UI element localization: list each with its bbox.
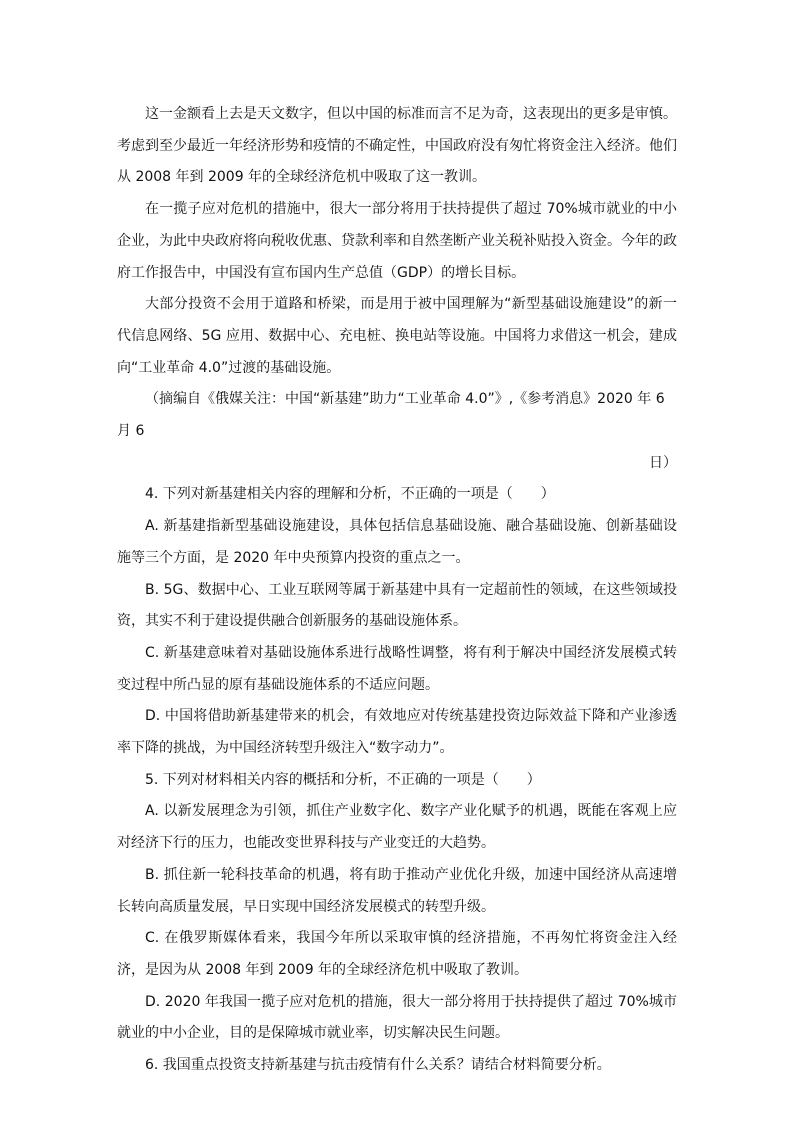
passage-paragraph: 在一揽子应对危机的措施中，很大一部分将用于扶持提供了超过 70%城市就业的中小企业，为此中央政府将向税收优惠、贷款利率和自然垄断产业关税补贴投入资金。今年的政府工作报告中，中国没有宣布国内生产总值（GDP）的增长目标。 xyxy=(117,201,677,281)
source-citation-main: （摘编自《俄媒关注：中国“新基建”助力“工业革命 4.0”》,《参考消息》2020 年 6 月 6 xyxy=(117,391,665,440)
question-option: C. 在俄罗斯媒体看来，我国今年所以采取审慎的经济措施，不再匆忙将资金注入经济，是因为从 2008 年到 2009 年的全球经济危机中吸取了教训。 xyxy=(117,930,677,978)
question-option: B. 5G、数据中心、工业互联网等属于新基建中具有一定超前性的领域，在这些领域投资，其实不利于建设提供融合创新服务的基础设施体系。 xyxy=(117,581,677,630)
source-citation-end: 日） xyxy=(649,454,677,471)
passage-paragraph: 这一金额看上去是天文数字，但以中国的标准而言不足为奇，这表现出的更多是审慎。考虑到至少最近一年经济形势和疫情的不确定性，中国政府没有匆忙将资金注入经济。他们从 2008 年到 2009 年的全球经济危机中吸取了这一教训。 xyxy=(117,106,677,186)
question-stem: 6. 我国重点投资支持新基建与抗击疫情有什么关系？请结合材料简要分析。 xyxy=(145,1057,611,1074)
question-option: A. 新基建指新型基础设施建设，具体包括信息基础设施、融合基础设施、创新基础设施等三个方面，是 2020 年中央预算内投资的重点之一。 xyxy=(117,518,677,566)
document-page xyxy=(117,99,677,1082)
question-option: C. 新基建意味着对基础设施体系进行战略性调整，将有利于解决中国经济发展模式转变过程中所凸显的原有基础设施体系的不适应问题。 xyxy=(117,644,677,693)
question-option: A. 以新发展理念为引领，抓住产业数字化、数字产业化赋予的机遇，既能在客观上应对经济下行的压力，也能改变世界科技与产业变迁的大趋势。 xyxy=(117,803,677,852)
question-stem: 5. 下列对材料相关内容的概括和分析，不正确的一项是（ ） xyxy=(145,771,541,788)
question-option: D. 2020 年我国一揽子应对危机的措施，很大一部分将用于扶持提供了超过 70%城市就业的中小企业，目的是保障城市就业率，切实解决民生问题。 xyxy=(117,993,677,1042)
source-citation xyxy=(117,384,677,479)
question-option: D. 中国将借助新基建带来的机会，有效地应对传统基建投资边际效益下降和产业渗透率下降的挑战，为中国经济转型升级注入“数字动力”。 xyxy=(117,708,677,757)
question-stem: 4. 下列对新基建相关内容的理解和分析，不正确的一项是（ ） xyxy=(145,486,555,503)
passage-paragraph: 大部分投资不会用于道路和桥梁，而是用于被中国理解为“新型基础设施建设”的新一代信息网络、5G 应用、数据中心、充电桩、换电站等设施。中国将力求借这一机会，建成向“工业革命 4.0”过渡的基础设施。 xyxy=(117,296,677,376)
question-option: B. 抓住新一轮科技革命的机遇，将有助于推动产业优化升级，加速中国经济从高速增长转向高质量发展，早日实现中国经济发展模式的转型升级。 xyxy=(117,866,677,915)
